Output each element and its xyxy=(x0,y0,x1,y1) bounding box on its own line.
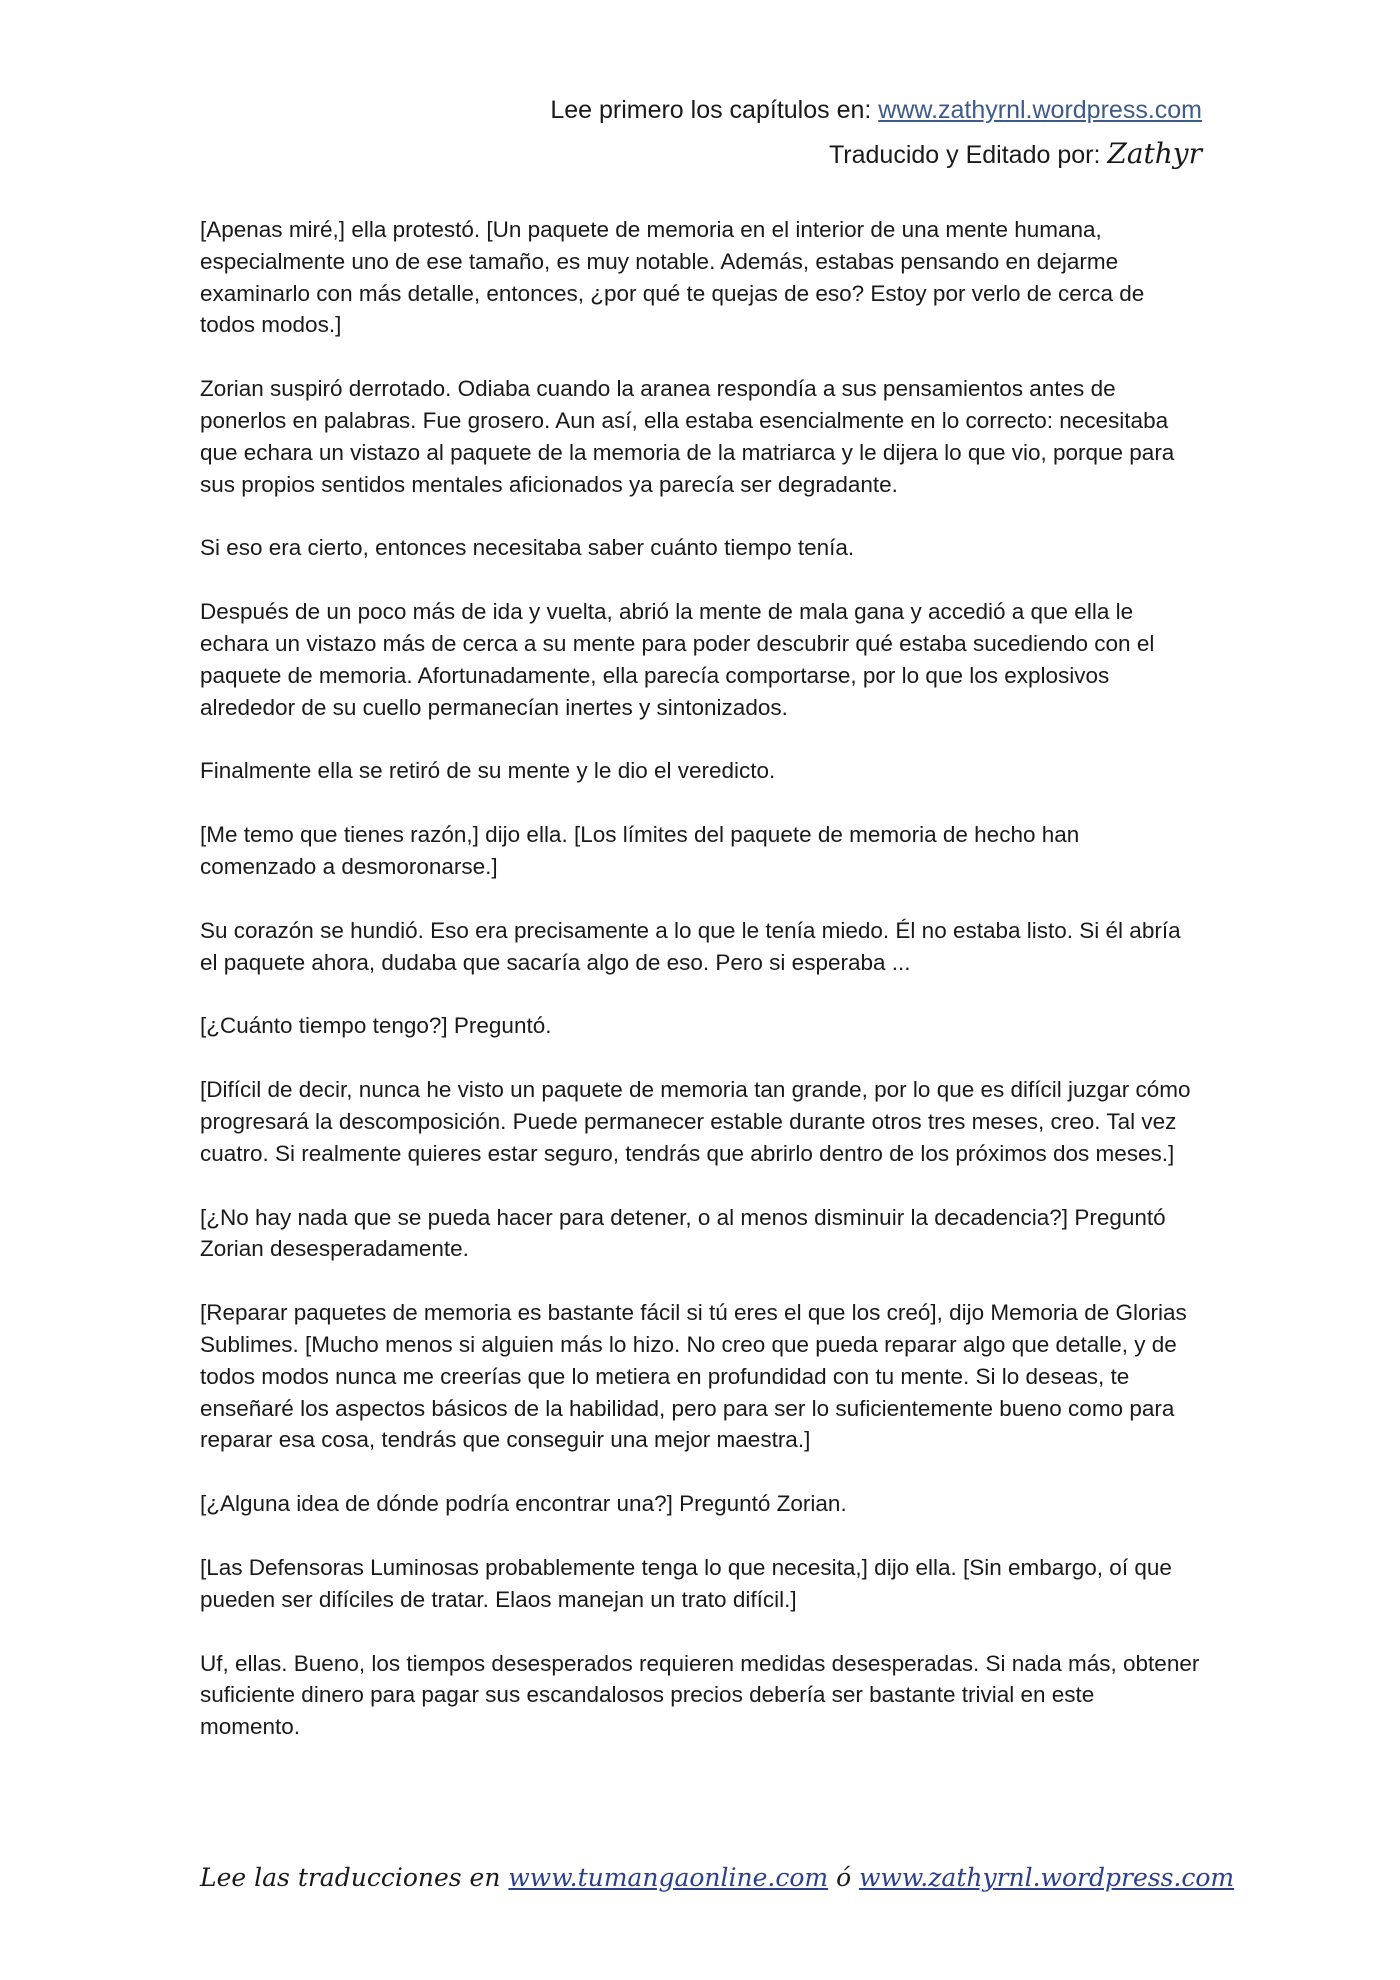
paragraph: [Reparar paquetes de memoria es bastante fácil si tú eres el que los creó], dijo Memoria de Glorias Sublimes. [Mucho menos si alguien más lo hizo. No creo que pueda reparar algo que detalle, y de todos modos nunca me creerías que lo metiera en profundidad con tu mente. Si lo deseas, te enseñaré los aspectos básicos de la habilidad, pero para ser lo suficientemente bueno como para reparar esa cosa, tendrás que conseguir una mejor maestra.] xyxy=(200,1300,1187,1453)
page-header xyxy=(550,88,1202,177)
paragraph: [Me temo que tienes razón,] dijo ella. [Los límites del paquete de memoria de hecho han comenzado a desmoronarse.] xyxy=(200,822,1080,879)
paragraph: [¿Cuánto tiempo tengo?] Preguntó. xyxy=(200,1013,552,1039)
paragraph: Después de un poco más de ida y vuelta, abrió la mente de mala gana y accedió a que ella le echara un vistazo más de cerca a su mente para poder descubrir qué estaba sucediendo con el paquete de memoria. Afortunadamente, ella parecía comportarse, por lo que los explosivos alrededor de su cuello permanecían inertes y sintonizados. xyxy=(200,599,1155,720)
paragraph: Uf, ellas. Bueno, los tiempos desesperados requieren medidas desesperadas. Si nada más, obtener suficiente dinero para pagar sus escandalosos precios debería ser bastante trivial en este momento. xyxy=(200,1650,1200,1740)
paragraph: [Las Defensoras Luminosas probablemente tenga lo que necesita,] dijo ella. [Sin embargo, oí que pueden ser difíciles de tratar. Elaos manejan un trato difícil.] xyxy=(200,1554,1172,1612)
footer-link-tumangaonline[interactable]: www.tumangaonline.com xyxy=(508,1863,829,1892)
credit-text: Traducido y Editado por: xyxy=(828,141,1101,169)
paragraph: Finalmente ella se retiró de su mente y le dio el veredicto. xyxy=(200,758,776,784)
footer-link-zathyrnl[interactable]: www.zathyrnl.wordpress.com xyxy=(859,1863,1235,1892)
page-footer xyxy=(200,1858,1235,1898)
document-body xyxy=(200,214,1200,1775)
paragraph: [Apenas miré,] ella protestó. [Un paquete de memoria en el interior de una mente humana, especialmente uno de ese tamaño, es muy notable. Además, estabas pensando en dejarme examinarlo con más detalle, entonces, ¿por qué te quejas de eso? Estoy por verlo de cerca de todos modos.] xyxy=(200,217,1145,338)
footer-text: Lee las traducciones en xyxy=(200,1863,501,1892)
paragraph: Si eso era cierto, entonces necesitaba saber cuánto tiempo tenía. xyxy=(200,535,855,561)
credit-name: Zathyr xyxy=(1107,137,1202,170)
footer-separator: ó xyxy=(836,1863,852,1892)
paragraph: Su corazón se hundió. Eso era precisamente a lo que le tenía miedo. Él no estaba listo. Si él abría el paquete ahora, dudaba que sacaría algo de eso. Pero si esperaba ... xyxy=(200,917,1181,975)
paragraph: [¿Alguna idea de dónde podría encontrar una?] Preguntó Zorian. xyxy=(200,1491,847,1517)
paragraph: Zorian suspiró derrotado. Odiaba cuando la aranea respondía a sus pensamientos antes de ponerlos en palabras. Fue grosero. Aun así, ella estaba esencialmente en lo correcto: necesitaba que echara un vistazo al paquete de la memoria de la matriarca y le dijera lo que vio, porque para sus propios sentidos mentales aficionados ya parecía ser degradante. xyxy=(200,376,1175,497)
read-first-text: Lee primero los capítulos en: xyxy=(550,96,872,124)
credit-line xyxy=(550,132,1202,177)
read-first-line xyxy=(550,88,1202,132)
paragraph: [¿No hay nada que se pueda hacer para detener, o al menos disminuir la decadencia?] Preguntó Zorian desesperadamente. xyxy=(200,1204,1166,1262)
paragraph: [Difícil de decir, nunca he visto un paquete de memoria tan grande, por lo que es difícil juzgar cómo progresará la descomposición. Puede permanecer estable durante otros tres meses, creo. Tal vez cuatro. Si realmente quieres estar seguro, tendrás que abrirlo dentro de los próximos dos meses.] xyxy=(200,1077,1191,1166)
read-first-link[interactable]: www.zathyrnl.wordpress.com xyxy=(878,96,1202,124)
